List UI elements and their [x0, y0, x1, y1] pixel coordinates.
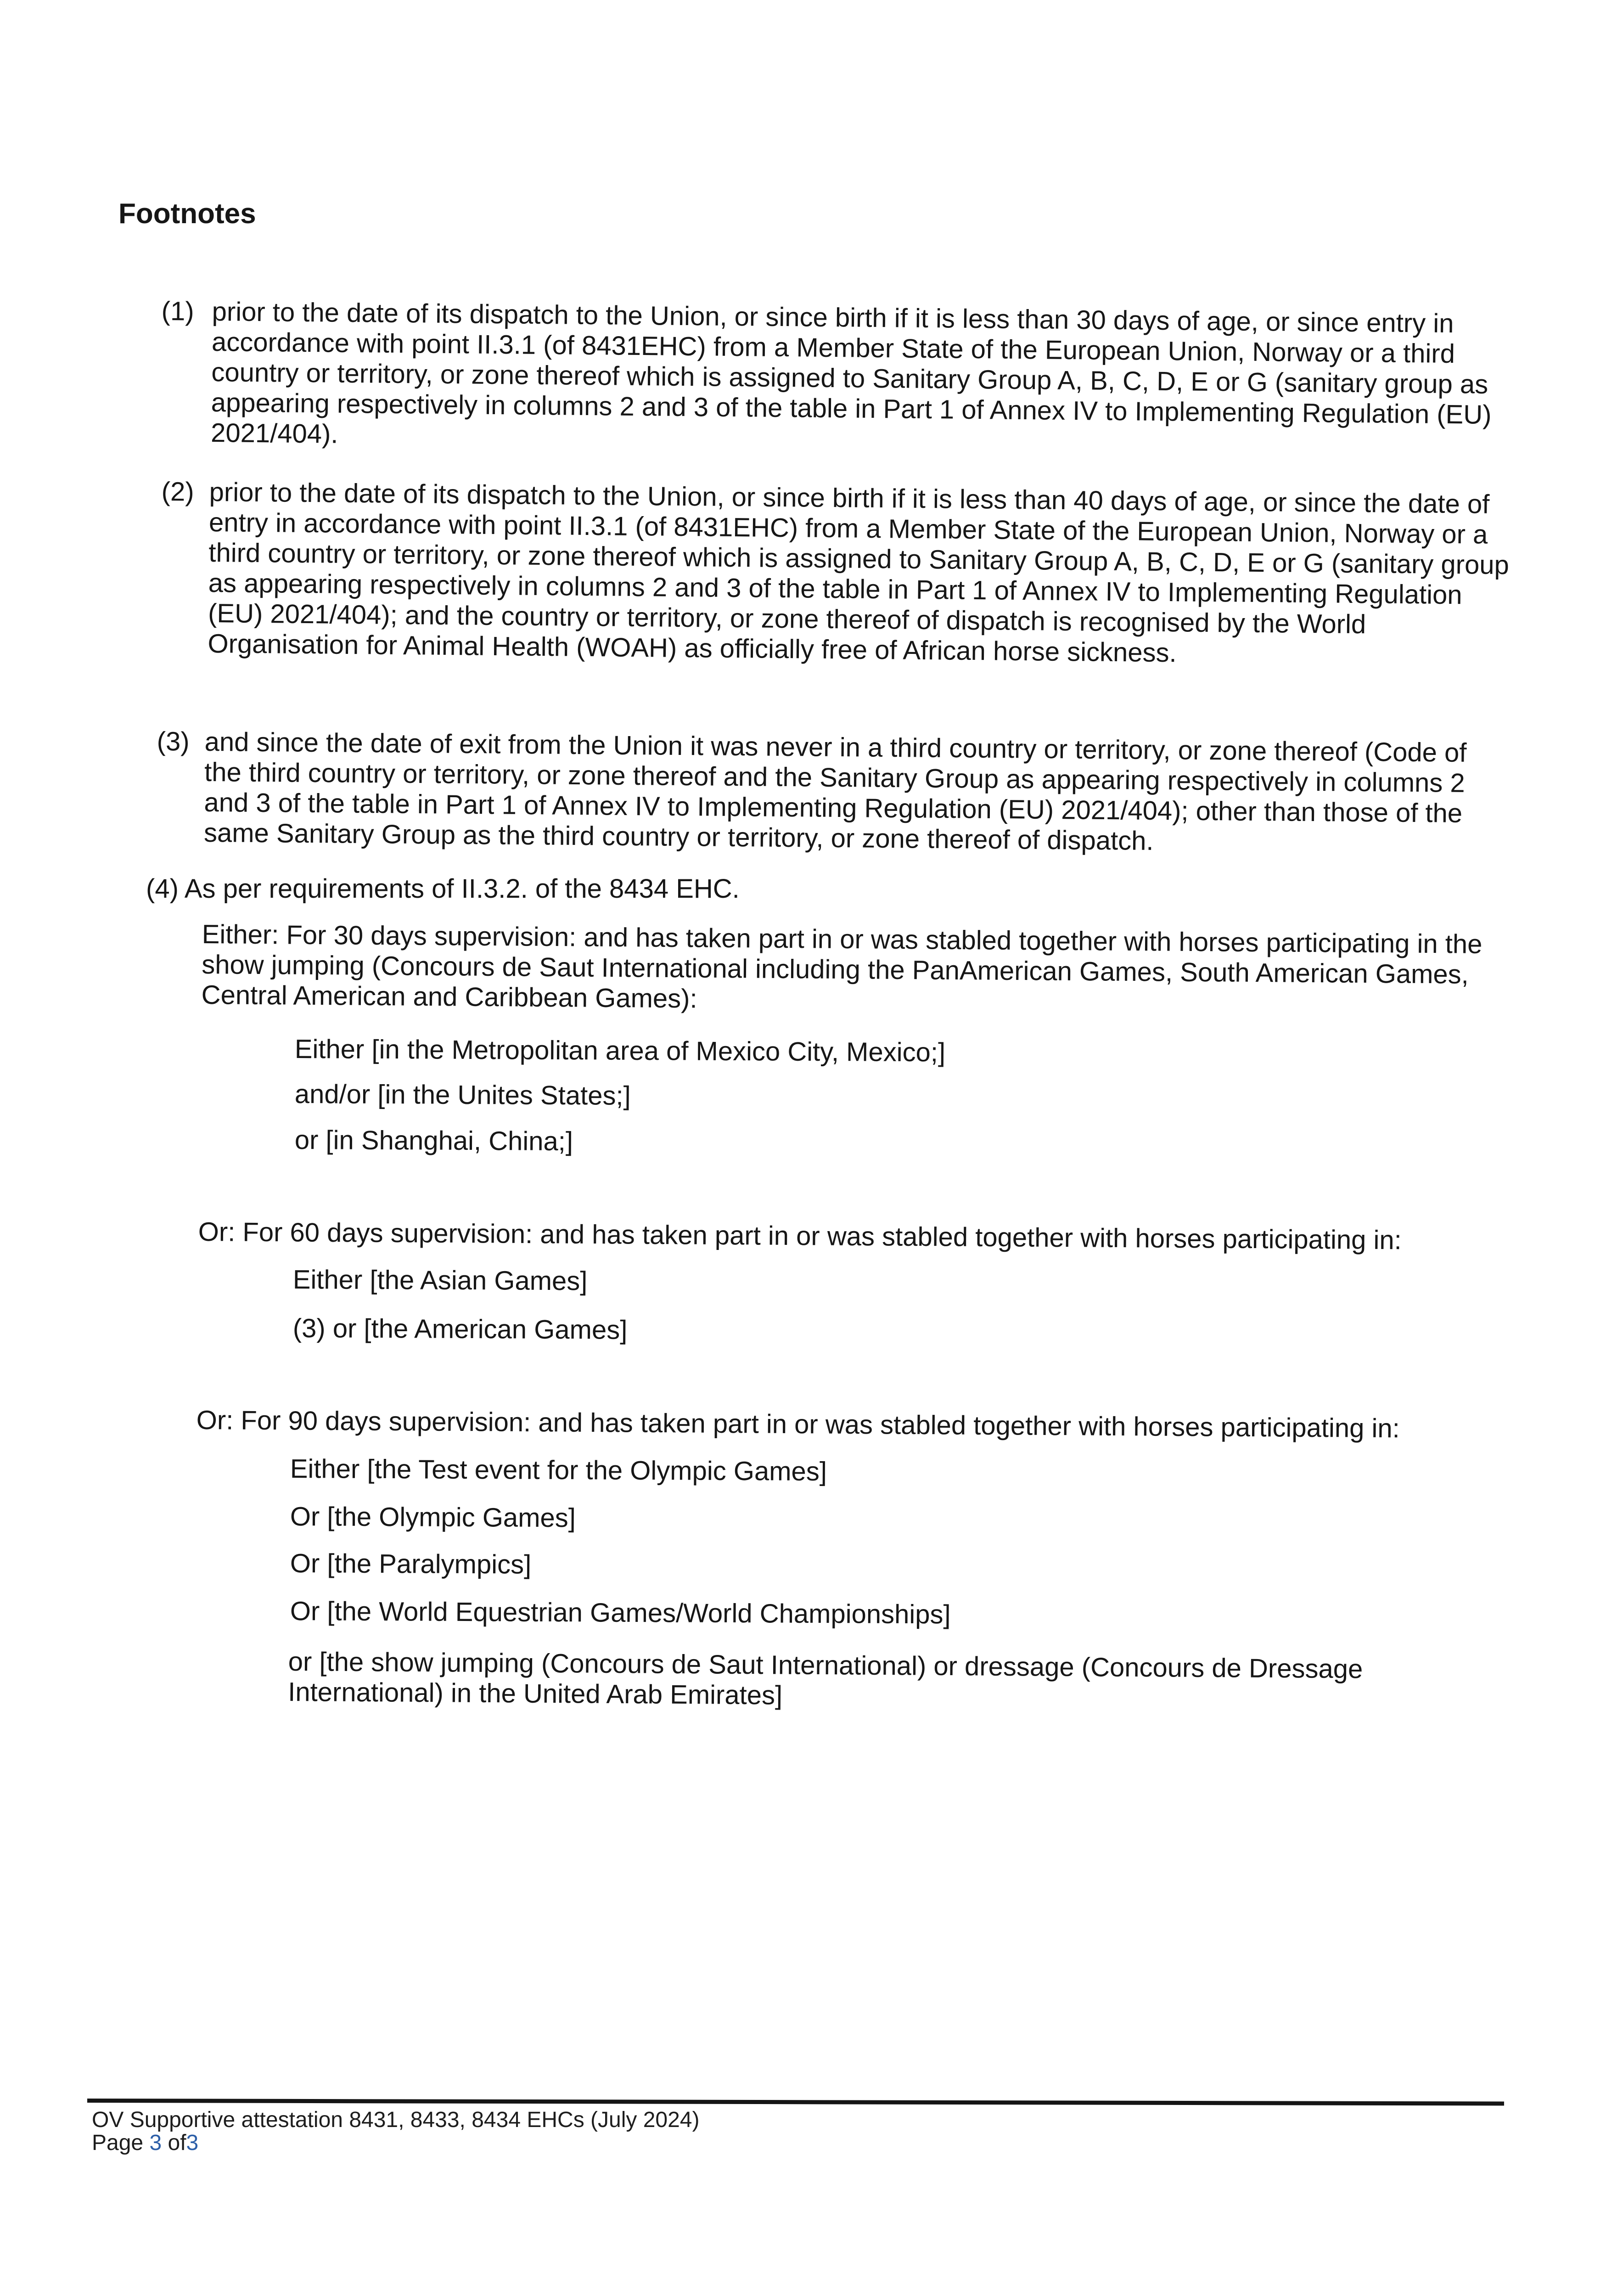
footnote-2-number: (2) — [161, 477, 194, 507]
footnotes-heading: Footnotes — [118, 198, 256, 230]
option-90-item: Or [the Paralympics] — [290, 1548, 532, 1580]
option-30-item: or [in Shanghai, China;] — [294, 1125, 573, 1157]
option-90-item: Either [the Test event for the Olympic Games] — [290, 1454, 827, 1487]
page-of-label: of — [168, 2131, 186, 2155]
footer-page-number — [92, 2131, 198, 2155]
footnote-4-intro: (4) As per requirements of II.3.2. of the 8434 EHC. — [146, 874, 740, 904]
page-label: Page — [92, 2131, 144, 2155]
footnote-2-text: prior to the date of its dispatch to the Union, or since birth if it is less than 40 days of age, or since the date of entry in accordance with point II.3.1 (of 8431EHC) from a Member State of the European Union, Norway or a third country or territory, or zone thereof which is assigned to Sanitary Group A, B, C, D, E or G (sanitary group as appearing respectively in columns 2 and 3 of the table in Part 1 of Annex IV to Implementing Regulation (EU) 2021/404); and the country or territory, or zone thereof of dispatch is recognised by the World Organisation for Animal Health (WOAH) as officially free of African horse sickness. — [208, 477, 1510, 668]
footnote-3-text: and since the date of exit from the Union it was never in a third country or territory, or zone thereof (Code of the third country or territory, or zone thereof and the Sanitary Group as appearing respectively in columns 2 and 3 of the table in Part 1 of Annex IV to Implementing Regulation (EU) 2021/404); other than those of the same Sanitary Group as the third country or territory, or zone thereof of dispatch. — [203, 726, 1467, 856]
page-current: 3 — [149, 2131, 162, 2155]
option-60-days-intro: Or: For 60 days supervision: and has taken part in or was stabled together with horses participating in: — [198, 1217, 1402, 1255]
footnote-1-number: (1) — [161, 296, 194, 326]
option-90-days-intro: Or: For 90 days supervision: and has taken part in or was stabled together with horses participating in: — [196, 1405, 1400, 1444]
option-90-item: Or [the World Equestrian Games/World Championships] — [290, 1596, 951, 1630]
option-90-item: Or [the Olympic Games] — [290, 1502, 576, 1533]
footnote-3-number: (3) — [157, 726, 190, 757]
footer-document-title: OV Supportive attestation 8431, 8433, 8434 EHCs (July 2024) — [92, 2108, 700, 2132]
option-60-item: (3) or [the American Games] — [292, 1313, 628, 1345]
option-60-item: Either [the Asian Games] — [292, 1265, 588, 1296]
option-30-days-intro: Either: For 30 days supervision: and has taken part in or was stabled together with horses participating in the show jumping (Concours de Saut International including the PanAmerican Games, South American Games, Central American and Caribbean Games): — [201, 919, 1483, 1014]
page-total: 3 — [186, 2131, 199, 2155]
footer-divider — [87, 2099, 1504, 2105]
option-30-item: Either [in the Metropolitan area of Mexico City, Mexico;] — [294, 1034, 946, 1068]
footnote-1-text: prior to the date of its dispatch to the Union, or since birth if it is less than 30 days of age, or since entry in accordance with point II.3.1 (of 8431EHC) from a Member State of the European Union, Norway or a third country or territory, or zone thereof which is assigned to Sanitary Group A, B, C, D, E or G (sanitary group as appearing respectively in columns 2 and 3 of the table in Part 1 of Annex IV to Implementing Regulation (EU) 2021/404). — [210, 297, 1492, 449]
option-90-item: or [the show jumping (Concours de Saut International) or dressage (Concours de Dressage International) in the United Arab Emirates] — [288, 1647, 1363, 1711]
option-30-item: and/or [in the Unites States;] — [294, 1079, 631, 1111]
